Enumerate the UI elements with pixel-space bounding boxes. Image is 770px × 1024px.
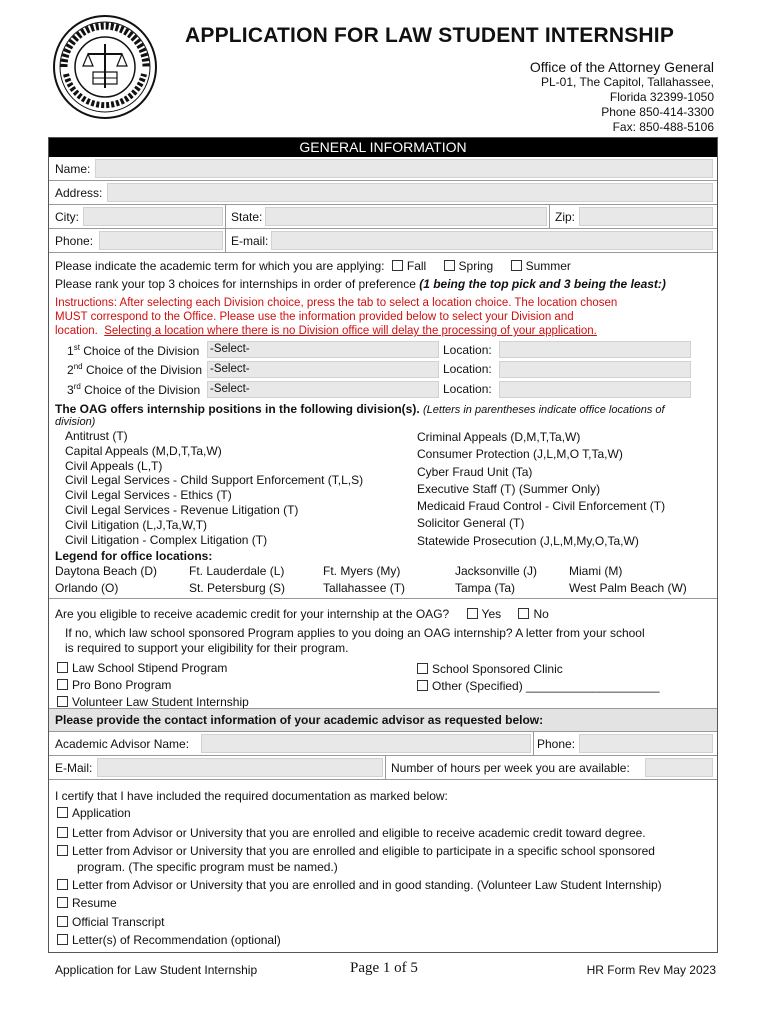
- cert-item-continuation: program. (The specific program must be named.): [77, 860, 338, 874]
- divisions-note: division): [55, 416, 96, 428]
- list-item: Civil Legal Services - Child Support Enforcement (T,L,S): [65, 473, 364, 488]
- cert-item: Resume: [72, 896, 117, 910]
- cert-recommendation-checkbox[interactable]: [57, 934, 68, 945]
- zip-field[interactable]: [579, 207, 713, 226]
- name-label: Name:: [55, 162, 91, 176]
- cert-item: Letter(s) of Recommendation (optional): [72, 933, 281, 947]
- term-question: Please indicate the academic term for which you are applying:: [55, 259, 385, 273]
- advisor-email-label: E-Mail:: [55, 761, 93, 775]
- instructions-line1: Instructions: After selecting each Division choice, press the tab to select a location choice. The location chosen: [55, 297, 618, 309]
- legend-item: Tallahassee (T): [323, 581, 406, 595]
- cert-transcript-checkbox[interactable]: [57, 916, 68, 927]
- legend-item: Orlando (O): [55, 581, 119, 595]
- credit-no-checkbox[interactable]: [518, 608, 529, 619]
- list-item: Civil Legal Services - Ethics (T): [65, 488, 232, 503]
- stipend-label: Law School Stipend Program: [72, 661, 228, 675]
- address-row: [49, 181, 717, 205]
- cert-item: Letter from Advisor or University that you are enrolled and eligible to participate in a specific school sponsored: [72, 844, 655, 858]
- cert-program-letter-checkbox[interactable]: [57, 845, 68, 856]
- division-select-3[interactable]: -Select-: [207, 381, 439, 398]
- pro-bono-checkbox[interactable]: [57, 679, 68, 690]
- footer-form-name: Application for Law Student Internship: [55, 963, 258, 977]
- general-information-banner: GENERAL INFORMATION: [49, 138, 717, 157]
- hours-label: Number of hours per week you are available:: [391, 761, 630, 775]
- stipend-checkbox[interactable]: [57, 662, 68, 673]
- advisor-email-field[interactable]: [97, 758, 383, 777]
- volunteer-label: Volunteer Law Student Internship: [72, 695, 249, 709]
- advisor-email-row: [49, 756, 717, 780]
- list-item: Medicaid Fraud Control - Civil Enforcement (T): [417, 499, 666, 514]
- clinic-checkbox[interactable]: [417, 663, 428, 674]
- credit-ifno-line1: If no, which law school sponsored Program applies to you doing an OAG internship? A letter from your school: [65, 626, 645, 640]
- other-label: Other (Specified) ____________________: [432, 679, 660, 693]
- rank-emphasis: (1 being the top pick and 3 being the least:): [419, 277, 666, 291]
- location-select-3[interactable]: [499, 381, 691, 398]
- volunteer-checkbox[interactable]: [57, 696, 68, 707]
- cert-resume-checkbox[interactable]: [57, 897, 68, 908]
- instructions-line2: MUST correspond to the Office. Please use the information provided below to select your Division and: [55, 311, 574, 323]
- division-section: [49, 253, 717, 599]
- state-field[interactable]: [265, 207, 547, 226]
- summer-checkbox[interactable]: [511, 260, 522, 271]
- pro-bono-label: Pro Bono Program: [72, 678, 172, 692]
- fall-label: Fall: [406, 259, 427, 273]
- attorney-general-seal: [52, 14, 158, 120]
- list-item: Solicitor General (T): [417, 516, 525, 531]
- list-item: Capital Appeals (M,D,T,Ta,W): [65, 443, 222, 458]
- certification-section: [49, 780, 717, 952]
- cert-item: Application: [72, 806, 131, 820]
- list-item: Executive Staff (T) (Summer Only): [417, 481, 601, 496]
- divisions-heading: The OAG offers internship positions in the following division(s). (Letters in parentheses indicate office locations of: [55, 402, 665, 416]
- advisor-name-field[interactable]: [201, 734, 531, 753]
- footer-revision: HR Form Rev May 2023: [586, 963, 716, 977]
- legend-title: Legend for office locations:: [55, 549, 213, 563]
- phone-email-row: [49, 229, 717, 253]
- office-phone: Phone 850-414-3300: [601, 105, 714, 119]
- list-item: Civil Legal Services - Revenue Litigation (T): [65, 502, 299, 517]
- cert-item: Official Transcript: [72, 915, 165, 929]
- office-fax: Fax: 850-488-5106: [612, 120, 714, 134]
- legend-item: Ft. Lauderdale (L): [189, 564, 285, 578]
- list-item: Statewide Prosecution (J,L,M,My,O,Ta,W): [417, 533, 639, 548]
- email-label: E-mail:: [231, 234, 269, 248]
- choice-row-3: 3rd Choice of the Division: [67, 382, 201, 397]
- advisor-name-label: Academic Advisor Name:: [55, 737, 190, 751]
- name-row: [49, 157, 717, 181]
- list-item: Civil Litigation (L,J,Ta,W,T): [65, 517, 208, 532]
- office-address-line2: Florida 32399-1050: [609, 90, 714, 104]
- city-field[interactable]: [83, 207, 223, 226]
- division-select-1[interactable]: -Select-: [207, 341, 439, 358]
- rank-text: Please rank your top 3 choices for internships in order of preference: [55, 277, 416, 291]
- city-state-zip-row: [49, 205, 717, 229]
- page-title: APPLICATION FOR LAW STUDENT INTERNSHIP: [185, 24, 675, 47]
- term-row: [55, 259, 571, 273]
- instructions-line3: location. Selecting a location where there is no Division office will delay the processing of your application.: [55, 325, 597, 337]
- spring-label: Spring: [458, 259, 494, 273]
- spring-checkbox[interactable]: [444, 260, 455, 271]
- state-label: State:: [231, 210, 263, 224]
- office-name: Office of the Attorney General: [529, 59, 714, 75]
- zip-label: Zip:: [555, 210, 576, 224]
- list-item: Criminal Appeals (D,M,T,Ta,W): [417, 430, 581, 444]
- name-field[interactable]: [95, 159, 713, 178]
- cert-good-standing-checkbox[interactable]: [57, 879, 68, 890]
- cert-credit-letter-checkbox[interactable]: [57, 827, 68, 838]
- rank-instruction: [55, 277, 666, 291]
- choice-row-2: 2nd Choice of the Division: [67, 362, 202, 377]
- division-list-right: [417, 429, 665, 550]
- division-select-2[interactable]: -Select-: [207, 361, 439, 378]
- list-item: Civil Appeals (L,T): [65, 458, 163, 473]
- credit-ifno-line2: is required to support your eligibility for their program.: [65, 641, 349, 655]
- legend-item: West Palm Beach (W): [569, 581, 687, 595]
- advisor-heading: Please provide the contact information of your academic advisor as requested below:: [49, 709, 717, 732]
- address-field[interactable]: [107, 183, 713, 202]
- choice-row-1: 1st Choice of the Division: [67, 343, 200, 358]
- legend-item: Miami (M): [569, 564, 623, 578]
- list-item: Consumer Protection (J,L,M,O T,Ta,W): [417, 447, 623, 462]
- location-label-1: Location:: [443, 343, 492, 357]
- credit-section: [49, 599, 717, 709]
- footer-page-number: Page 1 of 5: [350, 960, 418, 976]
- phone-label: Phone:: [55, 234, 94, 248]
- list-item: Cyber Fraud Unit (Ta): [417, 464, 533, 479]
- certify-intro: I certify that I have included the required documentation as marked below:: [55, 789, 448, 803]
- advisor-phone-label: Phone:: [537, 737, 576, 751]
- advisor-name-row: [49, 732, 717, 756]
- location-label-3: Location:: [443, 382, 492, 396]
- list-item: Civil Litigation - Complex Litigation (T): [65, 532, 268, 547]
- credit-question-row: Are you eligible to receive academic credit for your internship at the OAG? Yes No: [55, 607, 549, 621]
- legend-item: Ft. Myers (My): [323, 564, 401, 578]
- phone-field[interactable]: [99, 231, 223, 250]
- location-select-1[interactable]: [499, 341, 691, 358]
- location-select-2[interactable]: [499, 361, 691, 378]
- advisor-phone-field[interactable]: [579, 734, 713, 753]
- cert-item: Letter from Advisor or University that you are enrolled and in good standing. (Volunteer Law Student Internship): [72, 878, 662, 892]
- cert-item: Letter from Advisor or University that you are enrolled and eligible to receive academic credit toward degree.: [72, 826, 646, 840]
- legend-item: Daytona Beach (D): [55, 564, 158, 578]
- legend-item: Jacksonville (J): [455, 564, 538, 578]
- other-checkbox[interactable]: [417, 680, 428, 691]
- hours-field[interactable]: [645, 758, 713, 777]
- clinic-label: School Sponsored Clinic: [432, 662, 563, 676]
- location-label-2: Location:: [443, 362, 492, 376]
- legend-item: St. Petersburg (S): [189, 581, 286, 595]
- credit-yes-checkbox[interactable]: [467, 608, 478, 619]
- fall-checkbox[interactable]: [392, 260, 403, 271]
- cert-application-checkbox[interactable]: [57, 807, 68, 818]
- credit-question: Are you eligible to receive academic credit for your internship at the OAG?: [55, 607, 450, 621]
- email-field[interactable]: [271, 231, 713, 250]
- address-label: Address:: [55, 186, 103, 200]
- office-address-line1: PL-01, The Capitol, Tallahassee,: [541, 75, 714, 89]
- office-address-block: [530, 60, 714, 135]
- city-label: City:: [55, 210, 79, 224]
- list-item: Antitrust (T): [65, 429, 128, 443]
- summer-label: Summer: [525, 259, 571, 273]
- legend-item: Tampa (Ta): [455, 581, 516, 595]
- division-list-left: [65, 429, 363, 547]
- application-form: [48, 137, 718, 953]
